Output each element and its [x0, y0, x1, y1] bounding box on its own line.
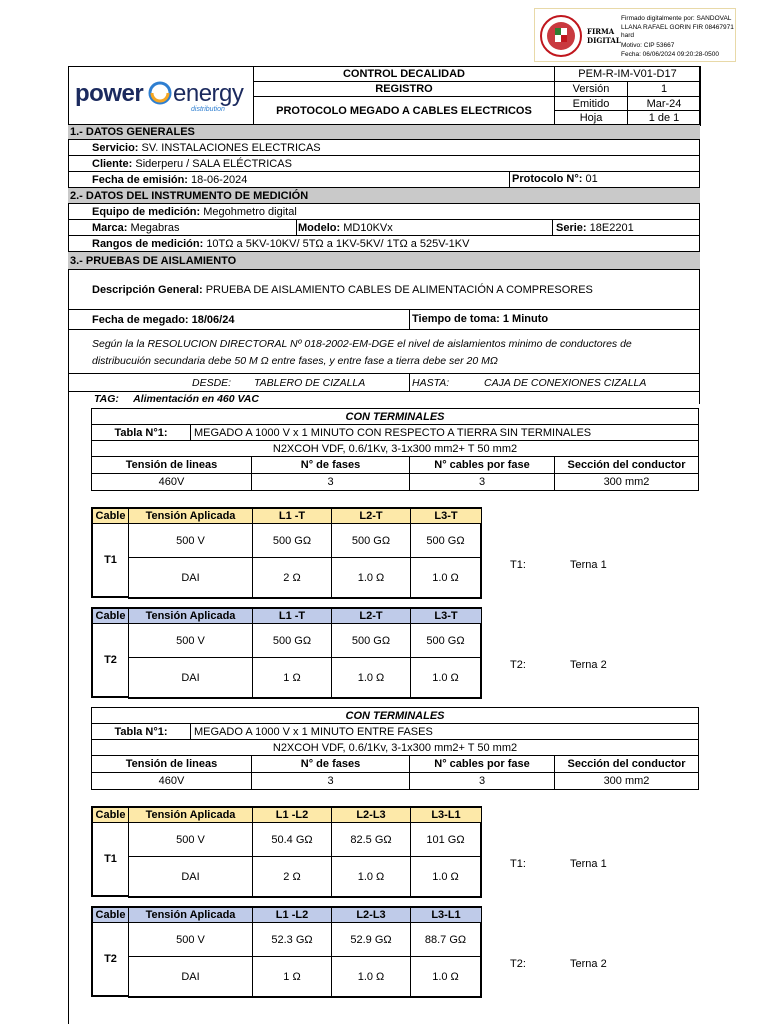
- regulation-note: [68, 330, 700, 374]
- dai-value: 1.0 Ω: [331, 557, 411, 599]
- col-header-1-2: N° cables por fase: [409, 456, 555, 474]
- col-header-2-2: N° cables por fase: [409, 755, 555, 773]
- dai-value: 1.0 Ω: [410, 856, 482, 898]
- digital-signature: [534, 8, 736, 62]
- dai-value: 1.0 Ω: [410, 557, 482, 599]
- cable-id-cell: T2: [91, 623, 129, 698]
- measure-header-phase: L2-L3: [331, 806, 411, 823]
- issued-value: Mar-24: [627, 96, 701, 111]
- version-label: Versión: [554, 81, 628, 97]
- section3-title: [68, 252, 700, 270]
- section1-title: [68, 124, 700, 140]
- measure-header-phase: L1 -T: [252, 507, 332, 524]
- cable-id-cell: T1: [91, 822, 129, 897]
- measure-header-voltage: Tensión Aplicada: [128, 607, 253, 624]
- ranges-label: Rangos de medición:: [92, 237, 204, 250]
- tag-line: TAG: Alimentación en 460 VAC: [94, 393, 259, 405]
- resistance-value: 101 GΩ: [410, 822, 482, 857]
- company-logo: [75, 77, 251, 117]
- dai-value: DAI: [128, 956, 253, 998]
- dai-value: 2 Ω: [252, 856, 332, 898]
- terna-value: Terna 2: [570, 659, 607, 671]
- protocol-field: [512, 173, 598, 185]
- logo-word-power: power: [75, 80, 144, 107]
- description-value: PRUEBA DE AISLAMIENTO CABLES DE ALIMENTACIÓN A COMPRESORES: [205, 283, 593, 296]
- seal-text: FIRMA DIGITAL: [587, 27, 621, 45]
- measure-header-phase: L2-T: [331, 507, 411, 524]
- client-row: [68, 156, 700, 172]
- section1-title-text: 1.- DATOS GENERALES: [70, 126, 195, 138]
- dai-value: DAI: [128, 856, 253, 898]
- note-line-1: Según la la RESOLUCION DIRECTORAL Nº 018-2002-EM-DGE el nivel de aislamientos minimo de conductores de: [92, 338, 632, 350]
- model-label: Modelo:: [298, 222, 341, 234]
- terna-label: T1:: [510, 858, 526, 870]
- protocol-label: Protocolo N°:: [512, 173, 583, 185]
- resistance-value: 500 GΩ: [252, 623, 332, 658]
- col-header-1-1: N° de fases: [251, 456, 410, 474]
- tabla-value-2: MEGADO A 1000 V x 1 MINUTO ENTRE FASES: [190, 723, 699, 740]
- col-value-1-2: 3: [409, 473, 555, 491]
- col-value-1-1: 3: [251, 473, 410, 491]
- resistance-value: 500 GΩ: [331, 523, 411, 558]
- equipment-row: [68, 204, 700, 220]
- cable-spec-2: N2XCOH VDF, 0.6/1Kv, 3-1x300 mm2+ T 50 mm2: [91, 739, 699, 756]
- terna-value: Terna 2: [570, 958, 607, 970]
- version-value: 1: [627, 81, 701, 97]
- header-title-1: CONTROL DECALIDAD: [253, 66, 555, 82]
- col-value-2-3: 300 mm2: [554, 772, 699, 790]
- col-header-1-0: Tensión de lineas: [91, 456, 252, 474]
- doc-code: PEM-R-IM-V01-D17: [554, 66, 701, 82]
- cable-id-cell: T1: [91, 523, 129, 598]
- resistance-value: 500 V: [128, 922, 253, 957]
- tabla-label-1: Tabla N°1:: [91, 424, 191, 441]
- measure-header-phase: L3-T: [410, 507, 482, 524]
- measure-header-cable: Cable: [91, 507, 129, 524]
- col-value-2-0: 460V: [91, 772, 252, 790]
- ranges-row: [68, 236, 700, 252]
- service-value: SV. INSTALACIONES ELECTRICAS: [141, 141, 321, 154]
- to-value: CAJA DE CONEXIONES CIZALLA: [484, 376, 647, 389]
- ranges-value: 10TΩ a 5KV-10KV/ 5TΩ a 1KV-5KV/ 1TΩ a 525V-1KV: [206, 237, 470, 250]
- megado-date: Fecha de megado: 18/06/24: [92, 313, 235, 326]
- measure-header-phase: L3-T: [410, 607, 482, 624]
- measure-header-phase: L2-T: [331, 607, 411, 624]
- dai-value: 1.0 Ω: [331, 956, 411, 998]
- col-header-2-0: Tensión de lineas: [91, 755, 252, 773]
- tabla-value-1: MEGADO A 1000 V x 1 MINUTO CON RESPECTO A TIERRA SIN TERMINALES: [190, 424, 699, 441]
- description-row: [68, 270, 700, 310]
- dai-value: 1.0 Ω: [410, 956, 482, 998]
- sheet-value: 1 de 1: [627, 110, 701, 126]
- issue-date-label: Fecha de emisión:: [92, 173, 188, 186]
- to-label: HASTA:: [412, 376, 450, 389]
- con-terminales-1: CON TERMINALES: [91, 408, 699, 425]
- dai-value: 1.0 Ω: [410, 657, 482, 699]
- serial-label: Serie:: [556, 222, 587, 234]
- resistance-value: 88.7 GΩ: [410, 922, 482, 957]
- resistance-value: 500 GΩ: [410, 623, 482, 658]
- equipment-value: Megohmetro digital: [203, 205, 297, 218]
- time-divider: [409, 310, 410, 330]
- sample-time: Tiempo de toma: 1 Minuto: [412, 313, 549, 325]
- resistance-value: 82.5 GΩ: [331, 822, 411, 857]
- sign-date: Fecha: 06/06/2024 09:20:28-0500: [621, 51, 719, 58]
- document-header: [68, 66, 700, 126]
- section2-title-text: 2.- DATOS DEL INSTRUMENTO DE MEDICIÓN: [70, 189, 309, 202]
- terna-value: Terna 1: [570, 559, 607, 571]
- model-divider: [296, 220, 297, 236]
- measure-header-voltage: Tensión Aplicada: [128, 906, 253, 923]
- tabla-label-2: Tabla N°1:: [91, 723, 191, 740]
- energy-swirl-icon: [148, 81, 172, 105]
- resistance-value: 500 V: [128, 523, 253, 558]
- cable-spec-1: N2XCOH VDF, 0.6/1Kv, 3-1x300 mm2+ T 50 mm2: [91, 440, 699, 457]
- measure-header-cable: Cable: [91, 607, 129, 624]
- megado-date-row: [68, 310, 700, 330]
- section2-title: [68, 188, 700, 204]
- description-label: Descripción General:: [92, 283, 203, 296]
- model-value: MD10KVx: [343, 222, 393, 234]
- col-value-2-1: 3: [251, 772, 410, 790]
- client-value: Siderperu / SALA ELÉCTRICAS: [135, 157, 292, 170]
- client-label: Cliente:: [92, 157, 133, 170]
- logo-sub: distribution: [191, 106, 225, 113]
- measure-header-phase: L1 -L2: [252, 906, 332, 923]
- service-row: [68, 140, 700, 156]
- protocol-divider: [509, 172, 510, 188]
- resistance-value: 52.9 GΩ: [331, 922, 411, 957]
- terna-label: T2:: [510, 958, 526, 970]
- col-header-2-1: N° de fases: [251, 755, 410, 773]
- dai-value: 1 Ω: [252, 657, 332, 699]
- logo-word-energy: energy: [173, 80, 244, 107]
- serial-divider: [552, 220, 553, 236]
- con-terminales-2: CON TERMINALES: [91, 707, 699, 724]
- dai-value: DAI: [128, 657, 253, 699]
- issue-date-value: 18-06-2024: [191, 173, 248, 186]
- brand-value: Megabras: [130, 221, 180, 234]
- model-field: [298, 222, 393, 234]
- note-line-2: distribucuión secundaria debe 50 M Ω entre fases, y entre fase a tierra debe ser 20 MΩ: [92, 355, 498, 367]
- sheet-label: Hoja: [554, 110, 628, 126]
- terna-value: Terna 1: [570, 858, 607, 870]
- header-title-2: REGISTRO: [253, 81, 555, 97]
- resistance-value: 500 GΩ: [252, 523, 332, 558]
- terna-label: T1:: [510, 559, 526, 571]
- terna-label: T2:: [510, 659, 526, 671]
- col-header-2-3: Sección del conductor: [554, 755, 699, 773]
- dai-value: 1.0 Ω: [331, 657, 411, 699]
- cable-id-cell: T2: [91, 922, 129, 997]
- measure-header-phase: L3-L1: [410, 906, 482, 923]
- brand-label: Marca:: [92, 221, 128, 234]
- route-row: [68, 374, 700, 392]
- issue-date-row: [68, 172, 700, 188]
- from-value: TABLERO DE CIZALLA: [254, 376, 366, 389]
- col-value-2-2: 3: [409, 772, 555, 790]
- resistance-value: 500 GΩ: [331, 623, 411, 658]
- resistance-value: 500 V: [128, 822, 253, 857]
- sign-reason: Motivo: CIP 53667: [621, 42, 675, 49]
- dai-value: 1.0 Ω: [331, 856, 411, 898]
- header-title-3: PROTOCOLO MEGADO A CABLES ELECTRICOS: [253, 96, 555, 126]
- col-value-1-3: 300 mm2: [554, 473, 699, 491]
- measure-header-cable: Cable: [91, 806, 129, 823]
- from-label: DESDE:: [192, 376, 232, 389]
- route-divider: [409, 374, 410, 392]
- col-header-1-3: Sección del conductor: [554, 456, 699, 474]
- service-label: Servicio:: [92, 141, 139, 154]
- dai-value: 2 Ω: [252, 557, 332, 599]
- protocol-value: 01: [585, 173, 598, 185]
- serial-value: 18E2201: [589, 222, 634, 234]
- signer-text: Firmado digitalmente por: SANDOVAL LLANA RAFAEL GORIN FIR 08467971 hard: [621, 15, 734, 39]
- measure-header-phase: L1 -T: [252, 607, 332, 624]
- resistance-value: 52.3 GΩ: [252, 922, 332, 957]
- dai-value: DAI: [128, 557, 253, 599]
- measure-header-phase: L1 -L2: [252, 806, 332, 823]
- measure-header-voltage: Tensión Aplicada: [128, 806, 253, 823]
- resistance-value: 50.4 GΩ: [252, 822, 332, 857]
- equipment-label: Equipo de medición:: [92, 205, 201, 218]
- issued-label: Emitido: [554, 96, 628, 111]
- resistance-value: 500 V: [128, 623, 253, 658]
- section3-title-text: 3.- PRUEBAS DE AISLAMIENTO: [70, 254, 237, 267]
- measure-header-voltage: Tensión Aplicada: [128, 507, 253, 524]
- resistance-value: 500 GΩ: [410, 523, 482, 558]
- dai-value: 1 Ω: [252, 956, 332, 998]
- measure-header-cable: Cable: [91, 906, 129, 923]
- col-value-1-0: 460V: [91, 473, 252, 491]
- measure-header-phase: L2-L3: [331, 906, 411, 923]
- measure-header-phase: L3-L1: [410, 806, 482, 823]
- serial-field: [556, 222, 634, 234]
